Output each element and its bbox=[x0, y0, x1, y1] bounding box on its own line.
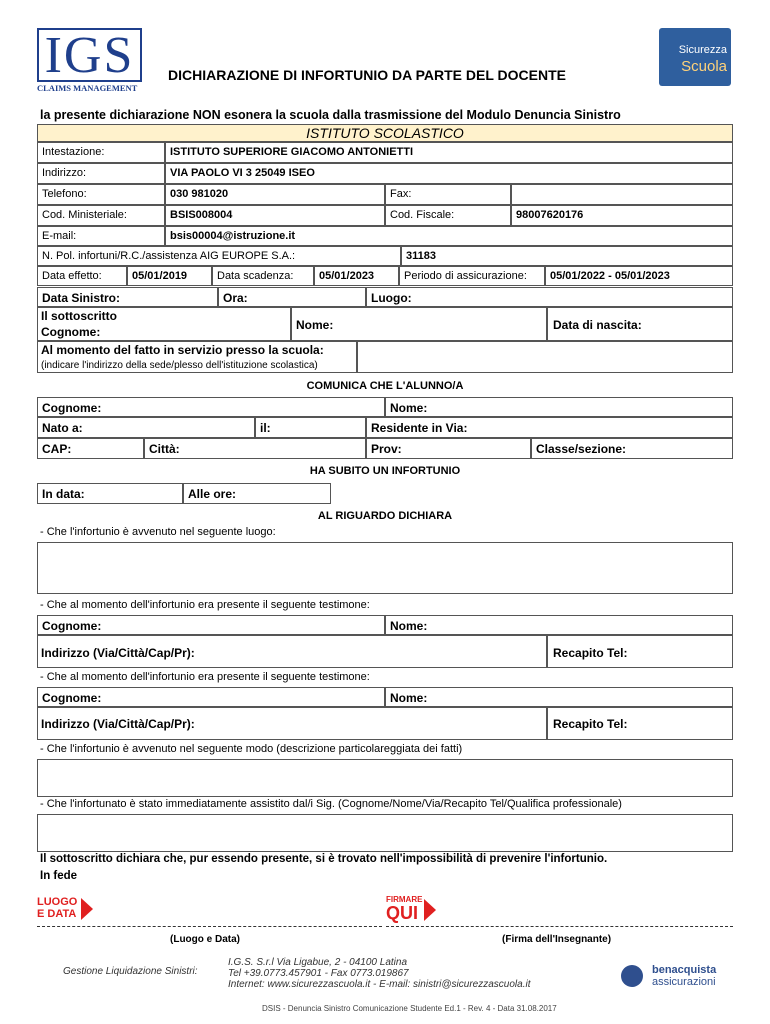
sicurezza-scuola-badge bbox=[659, 28, 731, 86]
alunno-residente-field[interactable]: Residente in Via: bbox=[366, 417, 733, 438]
firma-signature-line[interactable] bbox=[386, 926, 733, 927]
servizio-label: Al momento del fatto in servizio presso la scuola: bbox=[41, 343, 324, 357]
indirizzo-label: Indirizzo: bbox=[37, 163, 165, 184]
codmin-value[interactable]: BSIS008004 bbox=[165, 205, 385, 226]
luogo-tag-line2: E DATA bbox=[37, 908, 77, 920]
page-subtitle: la presente dichiarazione NON esonera la scuola dalla trasmissione del Modulo Denuncia Sinistro bbox=[40, 108, 621, 122]
dichiara-section-title: AL RIGUARDO DICHIARA bbox=[317, 510, 453, 522]
effetto-label: Data effetto: bbox=[37, 266, 127, 286]
servizio-note: (indicare l'indirizzo della sede/plesso dell'istituzione scolastica) bbox=[41, 360, 318, 371]
email-label: E-mail: bbox=[37, 226, 165, 246]
ora-field[interactable]: Ora: bbox=[218, 287, 366, 307]
testimone1-indirizzo-label: Indirizzo (Via/Città/Cap/Pr): bbox=[41, 646, 195, 660]
intestazione-label: Intestazione: bbox=[37, 142, 165, 163]
badge-line2: Scuola bbox=[681, 58, 727, 75]
footer-company-line3: Internet: www.sicurezzascuola.it - E-mail: sinistri@sicurezzascuola.it bbox=[228, 979, 531, 990]
footer-company-line2: Tel +39.0773.457901 - Fax 0773.019867 bbox=[228, 968, 409, 979]
testimone2-indirizzo-label: Indirizzo (Via/Città/Cap/Pr): bbox=[41, 717, 195, 731]
telefono-label: Telefono: bbox=[37, 184, 165, 205]
igs-logo bbox=[37, 27, 142, 93]
sottoscritto-nome-label: Nome: bbox=[296, 318, 334, 332]
periodo-label: Periodo di assicurazione: bbox=[399, 266, 545, 286]
data-sinistro-field[interactable]: Data Sinistro: bbox=[37, 287, 218, 307]
firmare-tag-line2: QUI bbox=[386, 903, 419, 923]
alunno-cognome-field[interactable]: Cognome: bbox=[37, 397, 385, 417]
testimone2-nome-field[interactable]: Nome: bbox=[385, 687, 733, 707]
footer-gestione: Gestione Liquidazione Sinistri: bbox=[63, 966, 198, 977]
effetto-value[interactable]: 05/01/2019 bbox=[127, 266, 212, 286]
igs-logo-subtitle: CLAIMS MANAGEMENT bbox=[37, 83, 138, 93]
polizza-label: N. Pol. infortuni/R.C./assistenza AIG EUROPE S.A.: bbox=[37, 246, 401, 266]
benacquista-logo-icon bbox=[621, 965, 643, 987]
modo-field[interactable] bbox=[37, 759, 733, 797]
luogo-data-tag bbox=[37, 896, 97, 924]
alunno-il-field[interactable]: il: bbox=[255, 417, 366, 438]
footer-version: DSIS - Denuncia Sinistro Comunicazione Studente Ed.1 - Rev. 4 - Data 31.08.2017 bbox=[262, 1004, 557, 1013]
alunno-citta-field[interactable]: Città: bbox=[144, 438, 366, 459]
in-fede-text: In fede bbox=[40, 870, 78, 882]
email-value[interactable]: bsis00004@istruzione.it bbox=[165, 226, 733, 246]
codfisc-label: Cod. Fiscale: bbox=[385, 205, 511, 226]
sottoscritto-cognome-label: Cognome: bbox=[41, 325, 101, 339]
igs-logo-text: IGS bbox=[37, 28, 142, 82]
servizio-field[interactable] bbox=[357, 341, 733, 373]
modo-text: - Che l'infortunio è avvenuto nel seguente modo (descrizione particolareggiata dei fatti) bbox=[40, 743, 463, 755]
alunno-prov-field[interactable]: Prov: bbox=[366, 438, 531, 459]
codfisc-value[interactable]: 98007620176 bbox=[511, 205, 733, 226]
assistito-field[interactable] bbox=[37, 814, 733, 852]
testimone2-text: - Che al momento dell'infortunio era presente il seguente testimone: bbox=[40, 671, 370, 683]
luogo-field[interactable]: Luogo: bbox=[366, 287, 733, 307]
firmare-tag-line1: FIRMARE bbox=[386, 895, 423, 904]
luogo-data-signature-line[interactable] bbox=[37, 926, 382, 927]
arrow-right-icon bbox=[424, 899, 436, 921]
benacquista-line2: assicurazioni bbox=[652, 976, 716, 988]
scadenza-label: Data scadenza: bbox=[212, 266, 314, 286]
testimone2-recapito-label: Recapito Tel: bbox=[553, 717, 628, 731]
luogo-data-caption: (Luogo e Data) bbox=[170, 934, 240, 945]
alunno-nome-field[interactable]: Nome: bbox=[385, 397, 733, 417]
testimone1-cognome-field[interactable]: Cognome: bbox=[37, 615, 385, 635]
impossibilita-text: Il sottoscritto dichiara che, pur essendo presente, si è trovato nell'impossibilità di prevenire l'infortunio. bbox=[40, 853, 608, 865]
luogo-infortunio-field[interactable] bbox=[37, 542, 733, 594]
intestazione-value[interactable]: ISTITUTO SUPERIORE GIACOMO ANTONIETTI bbox=[165, 142, 733, 163]
alunno-classe-field[interactable]: Classe/sezione: bbox=[531, 438, 733, 459]
istituto-section-header bbox=[37, 124, 733, 142]
badge-line1: Sicurezza bbox=[678, 44, 727, 56]
data-nascita-label: Data di nascita: bbox=[553, 318, 642, 332]
alunno-section-title: COMUNICA CHE L'ALUNNO/A bbox=[306, 380, 464, 392]
alunno-nato-field[interactable]: Nato a: bbox=[37, 417, 255, 438]
benacquista-line1: benacquista bbox=[652, 964, 717, 976]
testimone1-recapito-label: Recapito Tel: bbox=[553, 646, 628, 660]
telefono-value[interactable]: 030 981020 bbox=[165, 184, 385, 205]
istituto-section-title: ISTITUTO SCOLASTICO bbox=[306, 125, 464, 141]
scadenza-value[interactable]: 05/01/2023 bbox=[314, 266, 399, 286]
fax-label: Fax: bbox=[385, 184, 511, 205]
fax-value[interactable] bbox=[511, 184, 733, 205]
page-title: DICHIARAZIONE DI INFORTUNIO DA PARTE DEL DOCENTE bbox=[168, 67, 566, 83]
alunno-cap-field[interactable]: CAP: bbox=[37, 438, 144, 459]
firmare-qui-tag bbox=[386, 895, 446, 925]
testimone2-cognome-field[interactable]: Cognome: bbox=[37, 687, 385, 707]
sottoscritto-label: Il sottoscritto bbox=[41, 309, 118, 323]
testimone1-nome-field[interactable]: Nome: bbox=[385, 615, 733, 635]
footer-company-line1: I.G.S. S.r.l Via Ligabue, 2 - 04100 Latina bbox=[228, 957, 408, 968]
arrow-right-icon bbox=[81, 898, 93, 920]
polizza-value[interactable]: 31183 bbox=[401, 246, 733, 266]
infortunio-ore-field[interactable]: Alle ore: bbox=[183, 483, 331, 504]
luogo-tag-line1: LUOGO bbox=[37, 896, 78, 908]
testimone1-text: - Che al momento dell'infortunio era presente il seguente testimone: bbox=[40, 599, 370, 611]
periodo-value[interactable]: 05/01/2022 - 05/01/2023 bbox=[545, 266, 733, 286]
luogo-infortunio-text: - Che l'infortunio è avvenuto nel seguente luogo: bbox=[40, 526, 276, 538]
firma-caption: (Firma dell'Insegnante) bbox=[502, 934, 612, 945]
indirizzo-value[interactable]: VIA PAOLO VI 3 25049 ISEO bbox=[165, 163, 733, 184]
codmin-label: Cod. Ministeriale: bbox=[37, 205, 165, 226]
assistito-text: - Che l'infortunato è stato immediatamente assistito dal/i Sig. (Cognome/Nome/Via/Recapito Tel/Qualifica professionale) bbox=[40, 798, 622, 810]
infortunio-section-title: HA SUBITO UN INFORTUNIO bbox=[309, 465, 461, 477]
infortunio-data-field[interactable]: In data: bbox=[37, 483, 183, 504]
